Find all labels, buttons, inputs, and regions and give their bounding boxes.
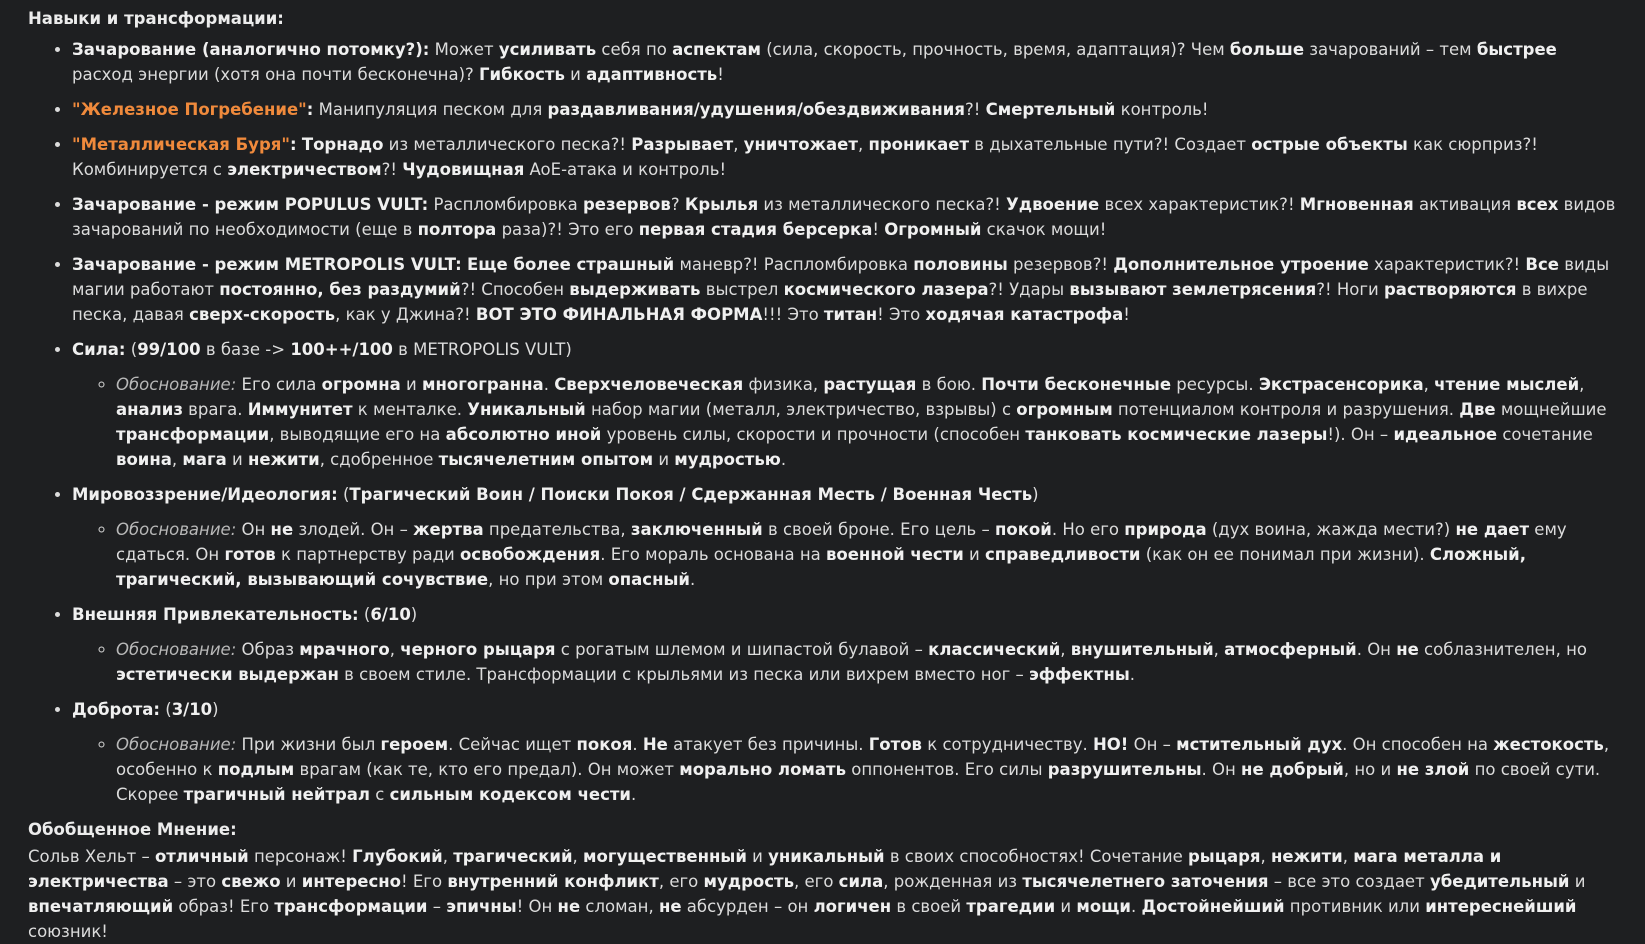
bold-text: интересно — [301, 872, 402, 891]
bold-text: Готов — [868, 735, 922, 754]
bold-text: мага металла и электричества — [28, 847, 1502, 891]
text-fragment: . — [632, 735, 643, 754]
text-fragment: (как он ее понимал при жизни). — [1140, 545, 1430, 564]
bold-text: Иммунитет — [247, 400, 353, 419]
text-fragment: . — [1130, 897, 1142, 916]
text-fragment: маневр?! Распломбировка — [674, 255, 914, 274]
bold-text: выдерживать — [569, 280, 701, 299]
bold-text: Крылья — [684, 195, 759, 214]
justification-item — [116, 517, 1617, 592]
text-fragment: AoE-атака и контроль! — [524, 160, 727, 179]
text-fragment: , — [733, 135, 744, 154]
text-fragment: и — [963, 545, 986, 564]
text-fragment: ( — [125, 340, 138, 359]
text-fragment: ? — [670, 195, 685, 214]
text-fragment: ?! Способен — [460, 280, 570, 299]
text-fragment: . Он — [1356, 640, 1397, 659]
bold-text: трансформации — [274, 897, 428, 916]
bold-text: трансформации — [116, 425, 270, 444]
bold-text: не дает — [1455, 520, 1530, 539]
bold-text: вызывают землетрясения — [1069, 280, 1317, 299]
bold-text: Разрывает — [631, 135, 734, 154]
skill-item — [72, 252, 1617, 327]
bold-text: сверх-скорость — [189, 305, 336, 324]
bold-text: нежити — [1271, 847, 1343, 866]
bold-text: сила — [838, 872, 884, 891]
bold-text: электричеством — [227, 160, 382, 179]
bold-text: проникает — [868, 135, 970, 154]
text-fragment: Его сила — [236, 375, 322, 394]
text-fragment: , — [1213, 640, 1225, 659]
text-fragment: в METROPOLIS VULT) — [392, 340, 572, 359]
bold-text: разрушительны — [1047, 760, 1202, 779]
bold-text: адаптивность — [586, 65, 718, 84]
skill-item — [72, 697, 1617, 807]
bold-text: трагический — [453, 847, 573, 866]
text-fragment: . — [689, 570, 696, 589]
skill-item — [72, 192, 1617, 242]
text-fragment: и — [746, 847, 769, 866]
bold-text: мстительный дух — [1176, 735, 1343, 754]
text-fragment: , — [1579, 375, 1585, 394]
text-fragment: . Его мораль основана на — [600, 545, 826, 564]
bold-text: трагичный нейтрал — [183, 785, 370, 804]
bold-text: убедительный — [1429, 872, 1570, 891]
bold-text: военной чести — [825, 545, 964, 564]
text-fragment: с — [370, 785, 390, 804]
bold-text: огромным — [1016, 400, 1113, 419]
text-fragment: При жизни был — [236, 735, 381, 754]
bold-text: рыцаря — [1187, 847, 1261, 866]
text-fragment: к менталке. — [352, 400, 468, 419]
bold-text: природа — [1124, 520, 1207, 539]
justification-label: Обоснование: — [116, 640, 237, 659]
text-fragment: и — [280, 872, 302, 891]
text-fragment: Манипуляция песком для — [313, 100, 548, 119]
text-fragment: в своей броне. Его цель – — [762, 520, 995, 539]
text-fragment: Распломбировка — [428, 195, 583, 214]
text-fragment: ! — [872, 220, 885, 239]
bold-text: не злой — [1396, 760, 1470, 779]
bold-text: эпичны — [446, 897, 517, 916]
bold-text: Гибкость — [479, 65, 565, 84]
text-fragment: набор магии (металл, электричество, взрывы) с — [585, 400, 1017, 419]
bold-text: первая стадия берсерка — [638, 220, 873, 239]
text-fragment: ресурсы. — [1171, 375, 1259, 394]
bold-text: идеальное — [1393, 425, 1498, 444]
bold-text: атмосферный — [1224, 640, 1357, 659]
bold-text: : — [289, 135, 297, 154]
text-fragment: активация — [1413, 195, 1517, 214]
bold-text: 3/10 — [171, 700, 213, 719]
text-fragment: соблазнителен, но — [1418, 640, 1587, 659]
justification-item — [116, 732, 1617, 807]
bold-text: Чудовищная — [402, 160, 525, 179]
justification-label: Обоснование: — [116, 520, 237, 539]
bold-text: Зачарование - режим POPULUS VULT: — [72, 195, 429, 214]
text-fragment: союзник! — [28, 922, 108, 941]
text-fragment: выстрел — [700, 280, 784, 299]
bold-text: отличный — [154, 847, 249, 866]
text-fragment: резервов?! — [1007, 255, 1114, 274]
text-fragment: в своих способностях! Сочетание — [884, 847, 1188, 866]
bold-text: Уникальный — [467, 400, 586, 419]
text-fragment: , — [1342, 847, 1354, 866]
bold-text: жертва — [413, 520, 484, 539]
bold-text: Удвоение — [1006, 195, 1100, 214]
bold-text: Огромный — [884, 220, 982, 239]
text-fragment: по своей сути. Скорее — [116, 760, 1601, 804]
text-fragment: ! Это — [877, 305, 926, 324]
text-fragment: мощнейшие — [1495, 400, 1607, 419]
bold-text: подлым — [217, 760, 295, 779]
bold-text: сильным кодексом чести — [389, 785, 631, 804]
text-fragment: абсурден – он — [681, 897, 814, 916]
bold-text: мудрость — [703, 872, 795, 891]
bold-text: Достойнейший — [1141, 897, 1285, 916]
text-fragment: контроль! — [1115, 100, 1209, 119]
bold-text: покоя — [576, 735, 633, 754]
bold-text: НО! — [1092, 735, 1129, 754]
bold-text: Мгновенная — [1299, 195, 1414, 214]
bold-text: 100++/100 — [290, 340, 393, 359]
bold-text: ходячая катастрофа — [925, 305, 1124, 324]
bold-text: Глубокий — [352, 847, 443, 866]
bold-text: тысячелетнего заточения — [1022, 872, 1269, 891]
text-fragment: предательства, — [483, 520, 631, 539]
text-fragment: , — [572, 847, 584, 866]
text-fragment: и — [1055, 897, 1077, 916]
skill-item — [72, 132, 1617, 182]
justification-list — [72, 637, 1617, 687]
bold-text: мага — [182, 450, 227, 469]
bold-text: 6/10 — [370, 605, 411, 624]
justification-label: Обоснование: — [116, 375, 237, 394]
skill-item — [72, 97, 1617, 122]
text-fragment: ! — [1123, 305, 1130, 324]
text-fragment: Образ — [236, 640, 300, 659]
bold-text: всех — [1516, 195, 1559, 214]
bold-text: уничтожает — [743, 135, 858, 154]
bold-text: готов — [224, 545, 276, 564]
bold-text: раздавливания/удушения/обездвиживания — [547, 100, 965, 119]
text-fragment: , но и — [1343, 760, 1397, 779]
bold-text: Не — [642, 735, 668, 754]
bold-text: впечатляющий — [28, 897, 174, 916]
text-fragment: !!! Это — [762, 305, 824, 324]
text-fragment: скачок мощи! — [981, 220, 1107, 239]
bold-text: черного рыцаря — [400, 640, 556, 659]
bold-text: Смертельный — [985, 100, 1116, 119]
bold-text: : — [306, 100, 314, 119]
text-fragment: !). Он – — [1327, 425, 1394, 444]
summary-heading: Обобщенное Мнение: — [28, 820, 237, 839]
skill-item — [72, 482, 1617, 592]
text-fragment: , — [1423, 375, 1435, 394]
text-fragment: Он — [236, 520, 271, 539]
bold-text: могущественный — [583, 847, 747, 866]
text-fragment: физика, — [743, 375, 824, 394]
bold-text: Зачарование - режим METROPOLIS VULT: — [72, 255, 462, 274]
text-fragment: ! — [717, 65, 724, 84]
bold-text: опасный — [608, 570, 690, 589]
text-fragment: , но при этом — [488, 570, 609, 589]
bold-text: интереснейший — [1425, 897, 1577, 916]
text-fragment: раза)?! Это его — [496, 220, 639, 239]
text-fragment: расход энергии (хотя она почти бесконечна)? — [72, 65, 480, 84]
text-fragment: и — [564, 65, 587, 84]
text-fragment: с рогатым шлемом и шипастой булавой – — [555, 640, 929, 659]
text-fragment: ( — [358, 605, 371, 624]
text-fragment: ( — [337, 485, 350, 504]
justification-label: Обоснование: — [116, 735, 237, 754]
text-fragment: виды магии работают — [72, 255, 1610, 299]
bold-text: свежо — [221, 872, 281, 891]
text-fragment: ?! Удары — [988, 280, 1070, 299]
text-fragment: врагам (как те, кто его предал). Он может — [294, 760, 680, 779]
bold-text: Сложный, трагический, вызывающий сочувствие — [116, 545, 1526, 589]
text-fragment: и — [653, 450, 675, 469]
bold-text: титан — [823, 305, 878, 324]
bold-text: не — [557, 897, 581, 916]
text-fragment: потенциалом контроля и разрушения. — [1112, 400, 1460, 419]
bold-text: танковать космические лазеры — [1025, 425, 1328, 444]
skill-item — [72, 602, 1617, 687]
text-fragment: . Но его — [1051, 520, 1125, 539]
bold-text: внушительный — [1070, 640, 1214, 659]
text-fragment: , выводящие его на — [269, 425, 446, 444]
bold-text: жестокость — [1493, 735, 1604, 754]
bold-text: чтение мыслей — [1434, 375, 1580, 394]
text-fragment: ) — [212, 700, 219, 719]
text-fragment: в своем стиле. Трансформации с крыльями из песка или вихрем вместо ног – — [338, 665, 1029, 684]
bold-text: заключенный — [630, 520, 763, 539]
bold-text: не — [1396, 640, 1419, 659]
text-fragment: ( — [160, 700, 172, 719]
bold-text: воина — [116, 450, 172, 469]
text-fragment: ?! — [964, 100, 986, 119]
bold-text: острые объекты — [1251, 135, 1408, 154]
justification-list — [72, 372, 1617, 472]
bold-text: уникальный — [768, 847, 885, 866]
bold-text: мощи — [1076, 897, 1131, 916]
skill-item — [72, 337, 1617, 472]
text-fragment: и — [400, 375, 423, 394]
bold-text: половины — [913, 255, 1008, 274]
text-fragment: . — [1129, 665, 1136, 684]
bold-text: Торнадо — [301, 135, 384, 154]
bold-text: не добрый — [1241, 760, 1344, 779]
text-fragment: , сдобренное — [319, 450, 439, 469]
text-fragment: , — [171, 450, 183, 469]
text-fragment: ) — [1032, 485, 1039, 504]
text-fragment: видов зачарований по необходимости (еще в — [72, 195, 1616, 239]
justification-item — [116, 637, 1617, 687]
bold-text: Сверхчеловеческая — [554, 375, 744, 394]
text-fragment: в своей — [891, 897, 967, 916]
text-fragment: . — [543, 375, 555, 394]
text-fragment: в дыхательные пути?! Создает — [969, 135, 1252, 154]
text-fragment: как сюрприз?! Комбинируется с — [72, 135, 1538, 179]
bold-text: абсолютно иной — [445, 425, 602, 444]
bold-text: Доброта: — [72, 700, 160, 719]
bold-text: логичен — [813, 897, 892, 916]
bold-text: Все — [1525, 255, 1559, 274]
bold-text: аспектам — [672, 40, 761, 59]
text-fragment: из металлического песка?! — [758, 195, 1007, 214]
text-fragment: всех характеристик?! — [1099, 195, 1300, 214]
bold-text: эстетически выдержан — [116, 665, 339, 684]
bold-text: мудростью — [674, 450, 781, 469]
skills-list — [28, 37, 1617, 807]
skill-name-highlight: "Железное Погребение" — [72, 100, 307, 119]
text-fragment: (дух воина, жажда мести?) — [1206, 520, 1456, 539]
bold-text: Экстрасенсорика — [1258, 375, 1424, 394]
bold-text: мрачного — [299, 640, 390, 659]
text-fragment: , — [1260, 847, 1271, 866]
text-fragment: . Он способен на — [1342, 735, 1494, 754]
text-fragment: образ! Его — [173, 897, 275, 916]
bold-text: анализ — [116, 400, 183, 419]
text-fragment: характеристик?! — [1368, 255, 1526, 274]
bold-text: тысячелетним опытом — [438, 450, 654, 469]
text-fragment: , — [442, 847, 454, 866]
skills-heading: Навыки и трансформации: — [28, 9, 284, 28]
text-fragment: , как у Джина?! — [335, 305, 476, 324]
text-fragment: . Он — [1201, 760, 1242, 779]
bold-text: не — [270, 520, 294, 539]
bold-text: не — [658, 897, 682, 916]
text-fragment: – все это создает — [1268, 872, 1430, 891]
text-fragment: – — [427, 897, 447, 916]
bold-text: 99/100 — [137, 340, 201, 359]
bold-text: Сила: — [72, 340, 126, 359]
text-fragment: , особенно к — [116, 735, 1610, 779]
text-fragment: и — [1569, 872, 1586, 891]
bold-text: нежити — [247, 450, 320, 469]
text-fragment: (сила, скорость, прочность, время, адаптация)? Чем — [760, 40, 1230, 59]
bold-text: справедливости — [985, 545, 1141, 564]
bold-text: Дополнительное утроение — [1113, 255, 1369, 274]
text-fragment: ! Его — [401, 872, 448, 891]
text-fragment: в базе -> — [200, 340, 291, 359]
text-fragment: сочетание — [1497, 425, 1593, 444]
text-fragment: из металлического песка?! — [383, 135, 632, 154]
text-fragment: и — [226, 450, 248, 469]
text-fragment: , — [389, 640, 401, 659]
bold-text: классический — [928, 640, 1061, 659]
text-fragment: Сольв Хельт – — [28, 847, 155, 866]
text-fragment: ему сдаться. Он — [116, 520, 1567, 564]
bold-text: постоянно, без раздумий — [219, 280, 461, 299]
text-fragment: себя по — [596, 40, 673, 59]
bold-text: усиливать — [498, 40, 597, 59]
bold-text: освобождения — [459, 545, 601, 564]
text-fragment: . — [780, 450, 787, 469]
text-fragment: персонаж! — [248, 847, 353, 866]
text-fragment: оппонентов. Его силы — [846, 760, 1048, 779]
justification-item — [116, 372, 1617, 472]
bold-text: Внешняя Привлекательность: — [72, 605, 359, 624]
bold-text: Еще более страшный — [466, 255, 675, 274]
text-fragment: атакует без причины. — [667, 735, 869, 754]
bold-text: Трагический Воин / Поиски Покоя / Сдержанная Месть / Военная Честь — [349, 485, 1033, 504]
text-fragment: противник или — [1284, 897, 1426, 916]
text-fragment: , — [1060, 640, 1071, 659]
text-fragment: , — [857, 135, 869, 154]
justification-list — [72, 517, 1617, 592]
bold-text: героем — [380, 735, 449, 754]
text-fragment: зачарований – тем — [1304, 40, 1477, 59]
text-fragment: Может — [429, 40, 499, 59]
text-fragment: ) — [410, 605, 418, 624]
bold-text: огромна — [321, 375, 401, 394]
text-fragment: . — [631, 785, 637, 804]
bold-text: трагедии — [966, 897, 1056, 916]
justification-list — [72, 732, 1617, 807]
bold-text: Мировоззрение/Идеология: — [72, 485, 338, 504]
bold-text: растворяются — [1384, 280, 1517, 299]
bold-text: покой — [994, 520, 1052, 539]
skill-item — [72, 37, 1617, 87]
text-fragment: , его — [658, 872, 704, 891]
bold-text: Две — [1459, 400, 1496, 419]
text-fragment: . Сейчас ищет — [448, 735, 577, 754]
text-fragment: в бою. — [916, 375, 982, 394]
bold-text: морально ломать — [679, 760, 847, 779]
text-fragment: ?! — [381, 160, 403, 179]
bold-text: ВОТ ЭТО ФИНАЛЬНАЯ ФОРМА — [475, 305, 763, 324]
bold-text: резервов — [583, 195, 671, 214]
summary-paragraph — [28, 844, 1617, 944]
bold-text: многогранна — [422, 375, 544, 394]
bold-text: полтора — [417, 220, 497, 239]
bold-text: быстрее — [1476, 40, 1557, 59]
text-fragment: врага. — [182, 400, 248, 419]
text-fragment: уровень силы, скорости и прочности (способен — [601, 425, 1026, 444]
text-fragment: ?! Ноги — [1316, 280, 1384, 299]
text-fragment: к сотрудничеству. — [922, 735, 1093, 754]
text-fragment: Он – — [1128, 735, 1177, 754]
text-fragment: в вихре песка, давая — [72, 280, 1588, 324]
skill-name-highlight: "Металлическая Буря" — [72, 135, 290, 154]
bold-text: Зачарование (аналогично потомку?): — [72, 40, 430, 59]
bold-text: космического лазера — [783, 280, 989, 299]
text-fragment: злодей. Он – — [293, 520, 414, 539]
bold-text: растущая — [823, 375, 917, 394]
text-fragment: – это — [168, 872, 222, 891]
text-fragment: к партнерству ради — [275, 545, 460, 564]
text-fragment: , его — [794, 872, 839, 891]
bold-text: больше — [1229, 40, 1305, 59]
bold-text: Почти бесконечные — [981, 375, 1172, 394]
text-fragment: сломан, — [580, 897, 659, 916]
bold-text: внутренний конфликт — [447, 872, 659, 891]
text-fragment: , рожденная из — [883, 872, 1023, 891]
bold-text: эффектны — [1029, 665, 1130, 684]
text-fragment: ! Он — [516, 897, 558, 916]
